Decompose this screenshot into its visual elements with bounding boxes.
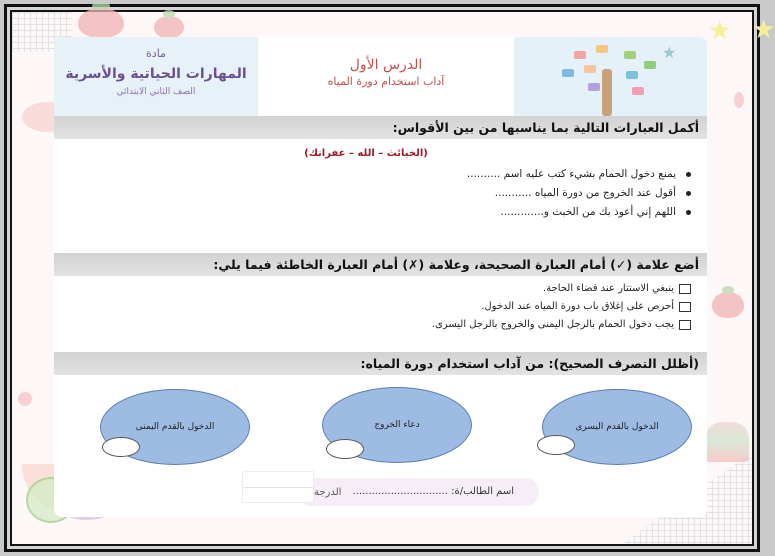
book-icon [644,61,656,69]
word-bank: (الخبائث – الله – غفرانك) [304,148,428,159]
star-icon: ★ [662,43,677,62]
fill-in-list [271,165,691,222]
book-icon [624,51,636,59]
option-label: الدخول بالقدم اليمنى [135,422,215,432]
answer-checkbox[interactable] [679,284,691,294]
shade-circle[interactable] [537,435,575,455]
option-label: الدخول بالقدم اليسرى [575,422,659,432]
star-decoration: ★ [752,15,775,45]
lesson-panel [258,45,514,109]
question3-instruction: (أظلل التصرف الصحيح): من آداب استخدام دورة المياه: [54,352,707,375]
book-icon [588,83,600,91]
student-name-field[interactable]: اسم الطالب/ة: .............................. [352,486,514,497]
question1-instruction: أكمل العبارات التالية بما يناسبها من بين الأقواس: [54,116,707,139]
fill-in-sentence: اللهم إني أعوذ بك من الخبث و............. [500,206,676,218]
lesson-number: الدرس الأول [349,57,423,73]
bullet-icon [686,172,691,177]
list-item [231,316,691,334]
list-item [271,184,691,203]
dot-decoration [734,92,744,108]
list-item [231,298,691,316]
answer-checkbox[interactable] [679,320,691,330]
grade-box[interactable] [242,471,314,503]
star-decoration: ★ [708,16,732,46]
book-tree-illustration [514,37,707,116]
fill-in-sentence: أقول عند الخروج من دورة المياه ........... [494,187,676,199]
book-icon [574,51,586,59]
lesson-title: آداب استخدام دورة المياه [327,75,445,88]
tree-trunk-icon [602,69,612,116]
bullet-icon [686,210,691,215]
list-item [271,165,691,184]
bullet-icon [686,191,691,196]
subject-name: المهارات الحياتية والأسرية [65,66,247,82]
true-false-list [231,280,691,334]
strawberry-decoration [78,8,124,38]
list-item [271,203,691,222]
fill-in-sentence: يمنع دخول الحمام بشيء كتب عليه اسم .......... [466,168,676,180]
dot-decoration [18,392,32,406]
question2-instruction: أضع علامة (✓) أمام العبارة الصحيحة، وعلامة (✗) أمام العبارة الخاطئة فيما يلي: [54,253,707,276]
statement: أحرص على إغلاق باب دورة المياه عند الدخول. [481,301,674,312]
book-icon [584,65,596,73]
grade-level: الصف الثاني الابتدائي [116,87,196,97]
worksheet-page [12,12,775,544]
cake-decoration [705,422,749,462]
shade-circle[interactable] [102,437,140,457]
worksheet [54,37,707,517]
subject-panel [54,37,258,116]
book-icon [626,71,638,79]
strawberry-decoration [712,292,744,318]
statement: ينبغي الاستتار عند قضاء الحاجة. [543,283,674,294]
book-icon [632,87,644,95]
book-icon [562,69,574,77]
shade-circle[interactable] [326,439,364,459]
subject-label: مادة [146,47,166,60]
list-item [231,280,691,298]
option-label: دعاء الخروج [374,420,420,430]
grade-label: الدرجة [314,487,342,498]
book-icon [596,45,608,53]
statement: يجب دخول الحمام بالرجل اليمنى والخروج بالرجل اليسرى. [431,319,674,330]
answer-checkbox[interactable] [679,302,691,312]
strawberry-decoration [154,16,184,38]
